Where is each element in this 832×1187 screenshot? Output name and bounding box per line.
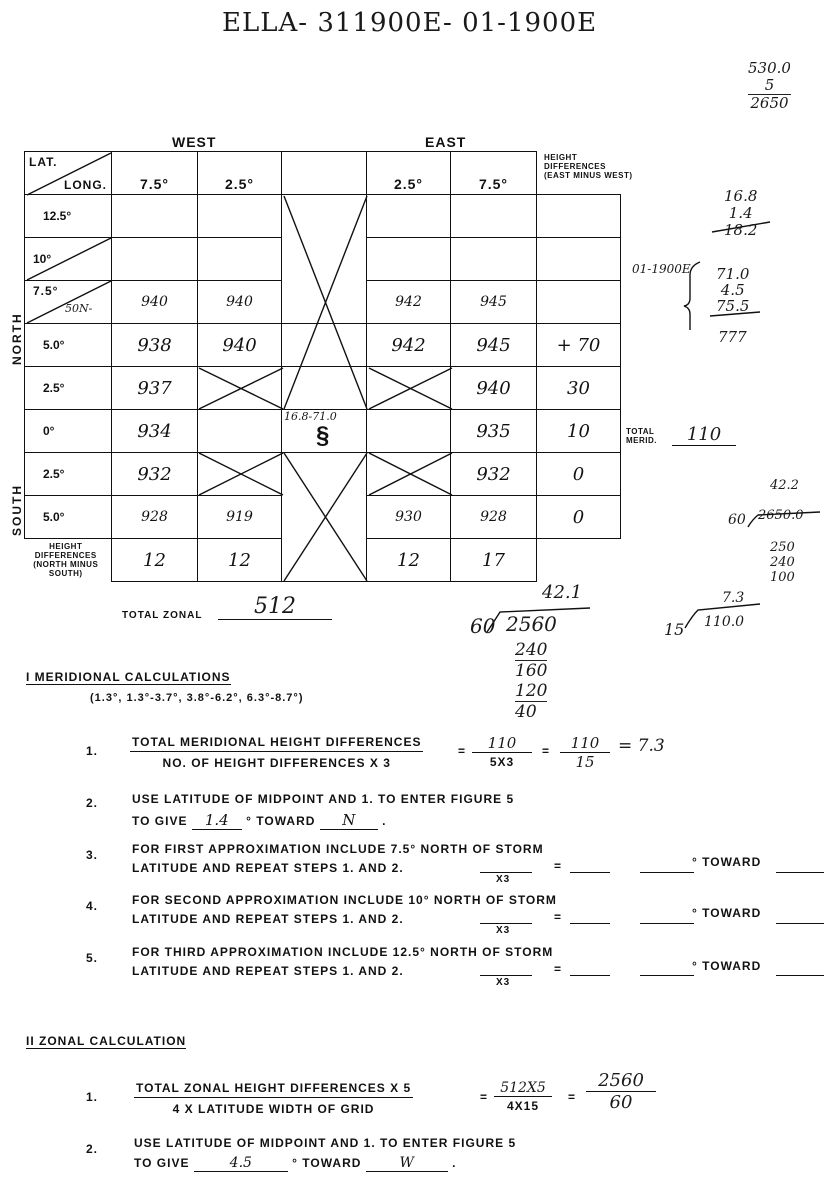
frac-num: 110 (472, 734, 532, 753)
blank-degrees[interactable] (640, 872, 694, 873)
text: . (382, 814, 387, 828)
section1-title-text: I MERIDIONAL CALCULATIONS (26, 670, 231, 684)
total-zonal-label: TOTAL ZONAL (122, 610, 203, 621)
step-line: 40 (515, 702, 537, 722)
label-line: DIFFERENCES (34, 551, 97, 561)
div-quotient: 42.1 (542, 582, 583, 603)
grid-cell (198, 195, 282, 238)
grid-cell (198, 410, 282, 453)
step-line: 240 (515, 640, 548, 660)
grid-cell: 919 (198, 496, 282, 539)
grid-cell: 942 (367, 281, 451, 324)
s2-step1-num: 1. (86, 1090, 99, 1104)
lat-cell: 0° (25, 410, 112, 453)
s1-step4-line1: FOR SECOND APPROXIMATION INCLUDE 10° NORTH OF STORM (132, 893, 557, 907)
frac-den: 4X15 (506, 1099, 540, 1113)
s1-step4-num: 4. (86, 899, 99, 913)
lat-long-corner (25, 152, 112, 195)
frac-num: TOTAL ZONAL HEIGHT DIFFERENCES X 5 (134, 1081, 413, 1098)
hurricane-icon: § (316, 422, 330, 449)
grid-cell: 940 (198, 281, 282, 324)
lat-cell-75 (25, 281, 112, 324)
step-line: 160 (515, 661, 548, 681)
s1-step2-line2 (132, 811, 386, 830)
center-cell (282, 324, 367, 367)
crossed-cell (198, 453, 282, 496)
note-line: 71.0 (716, 265, 750, 283)
note-sum-mid (716, 266, 749, 314)
grid-cell: 940 (451, 367, 537, 410)
s2-step2-num: 2. (86, 1142, 99, 1156)
grid-cell (367, 238, 451, 281)
frac-den: 15 (575, 753, 595, 771)
corner-calc-line: 530.0 (748, 59, 791, 77)
give-value: 1.4 (192, 811, 242, 830)
ns-diff-label (21, 542, 112, 578)
header-line: (EAST MINUS WEST) (544, 171, 633, 180)
lat-cell: 5.0° (25, 496, 112, 539)
header-line: DIFFERENCES (544, 162, 606, 171)
col-header-e75: 7.5° (451, 152, 537, 195)
s1-step3-line1: FOR FIRST APPROXIMATION INCLUDE 7.5° NORTH OF STORM (132, 842, 544, 856)
toward-label: ° TOWARD (692, 959, 762, 973)
crossed-cell (367, 367, 451, 410)
s1-step2-line1: USE LATITUDE OF MIDPOINT AND 1. TO ENTER FIGURE 5 (132, 792, 515, 806)
s1-step1-fraction (130, 735, 423, 770)
s1-step2-num: 2. (86, 796, 99, 810)
label-line: MERID. (626, 436, 657, 445)
s1-step1-num: 1. (86, 744, 99, 758)
grid-cell (112, 238, 198, 281)
ns-diff-cell: 12 (112, 539, 198, 582)
frac-num: TOTAL MERIDIONAL HEIGHT DIFFERENCES (130, 735, 423, 752)
note-line: 4.5 (720, 281, 745, 299)
col-header-diff (537, 152, 621, 195)
s1-step5-line1: FOR THIRD APPROXIMATION INCLUDE 12.5° NORTH OF STORM (132, 945, 554, 959)
label-line: SOUTH) (48, 569, 83, 579)
diff-cell: + 70 (537, 324, 621, 367)
section1-title (26, 670, 231, 684)
lat-label: LAT. (29, 155, 58, 169)
blank-num[interactable] (480, 910, 532, 924)
s2-step1-f1 (494, 1080, 552, 1113)
grid-cell (451, 195, 537, 238)
toward-label: ° TOWARD (692, 906, 762, 920)
blank-direction[interactable] (776, 872, 824, 873)
lat-cell: 12.5° (25, 195, 112, 238)
diff-cell: 0 (537, 496, 621, 539)
blank-degrees[interactable] (640, 975, 694, 976)
note-sum-top (724, 188, 757, 239)
crossed-cell (198, 367, 282, 410)
grid-cell: 932 (451, 453, 537, 496)
lat-cell: 10° (25, 238, 112, 281)
s2-step1-fraction (134, 1081, 413, 1116)
grid-cell: 928 (112, 496, 198, 539)
grid-cell: 945 (451, 324, 537, 367)
crossed-cell (367, 453, 451, 496)
s1-step1-f1 (472, 734, 532, 769)
frac-num: 110 (560, 734, 610, 753)
div-dividend: 2560 (506, 612, 557, 636)
north-label: NORTH (10, 312, 24, 365)
text: . (452, 1156, 457, 1170)
s1-step1-result: = 7.3 (618, 736, 665, 756)
merid-div-div: 15 (664, 620, 685, 639)
center-cell (282, 367, 367, 410)
corner-calc-line: 2650 (750, 94, 789, 112)
step-line: 120 (515, 681, 548, 701)
s1-step5-line2: LATITUDE AND REPEAT STEPS 1. AND 2. (132, 964, 404, 978)
east-header: EAST (425, 134, 467, 150)
long-label: LONG. (64, 178, 107, 192)
frac-den: NO. OF HEIGHT DIFFERENCES X 3 (162, 756, 391, 770)
label-line: HEIGHT (49, 542, 83, 552)
frac-num: 2560 (586, 1070, 656, 1092)
section2-title (26, 1034, 186, 1048)
ns-diff-label-cell (25, 539, 112, 582)
row-note: 50N- (65, 302, 93, 315)
diff-cell (537, 238, 621, 281)
right-div-steps (770, 540, 795, 585)
s2-step1-f2 (586, 1070, 656, 1113)
frac-den: 4 X LATITUDE WIDTH OF GRID (172, 1102, 375, 1116)
right-div-b: 2650.0 (758, 508, 804, 523)
col-header-w25: 2.5° (198, 152, 282, 195)
total-merid-label (626, 427, 657, 445)
s1-step4-line2: LATITUDE AND REPEAT STEPS 1. AND 2. (132, 912, 404, 926)
grid-cell: 934 (112, 410, 198, 453)
s1-step1-f2 (560, 734, 610, 771)
lat-cell: 2.5° (25, 367, 112, 410)
text: TO GIVE (134, 1156, 190, 1170)
col-header-e25: 2.5° (367, 152, 451, 195)
s1-step3-line2: LATITUDE AND REPEAT STEPS 1. AND 2. (132, 861, 404, 875)
eq-sign: = (554, 962, 563, 976)
col-header-center (282, 152, 367, 195)
step-line: 100 (770, 570, 795, 585)
right-div-a: 42.2 (770, 478, 799, 493)
grid-cell: 928 (451, 496, 537, 539)
x3-label: X3 (496, 874, 511, 885)
eq-sign: = (554, 859, 563, 873)
storm-title: ELLA- 311900E- 01-1900E (222, 8, 598, 38)
diff-cell: 30 (537, 367, 621, 410)
merid-div-dd: 110.0 (704, 614, 745, 630)
grid-cell: 945 (451, 281, 537, 324)
merid-div-q: 7.3 (722, 590, 745, 606)
diff-cell (537, 195, 621, 238)
total-merid-value: 110 (672, 424, 736, 446)
s2-step2-line2 (134, 1155, 456, 1172)
grid-cell: 937 (112, 367, 198, 410)
grid-cell (451, 238, 537, 281)
lat-label: 7.5° (33, 284, 59, 298)
grid-cell: 932 (112, 453, 198, 496)
grid-cell (112, 195, 198, 238)
blank-result[interactable] (570, 975, 610, 976)
col-header-w75: 7.5° (112, 152, 198, 195)
x3-label: X3 (496, 925, 511, 936)
grid-cell: 940 (198, 324, 282, 367)
eq-sign: = (458, 744, 467, 758)
frac-den: 5X3 (489, 755, 515, 769)
toward-value: W (366, 1155, 448, 1172)
text: ° TOWARD (292, 1156, 362, 1170)
ns-diff-cell: 12 (198, 539, 282, 582)
note-line: 16.8 (724, 187, 758, 205)
blank-direction[interactable] (776, 975, 824, 976)
section2-title-text: II ZONAL CALCULATION (26, 1034, 187, 1048)
div-steps (515, 640, 547, 722)
s1-step5-num: 5. (86, 951, 99, 965)
south-label: SOUTH (10, 484, 24, 536)
height-grid (24, 151, 621, 582)
s1-step3-num: 3. (86, 848, 99, 862)
step-line: 240 (770, 555, 795, 570)
total-zonal-value: 512 (218, 594, 332, 620)
lat-cell: 5.0° (25, 324, 112, 367)
text: ° TOWARD (246, 814, 316, 828)
diff-cell: 0 (537, 453, 621, 496)
x3-label: X3 (496, 977, 511, 988)
eq-sign: = (568, 1090, 577, 1104)
blank-degrees[interactable] (640, 923, 694, 924)
step-line: 250 (770, 540, 795, 555)
label-line: TOTAL (626, 427, 655, 436)
eq-sign: = (542, 744, 551, 758)
west-header: WEST (172, 134, 217, 150)
toward-value: N (320, 811, 378, 830)
center-column-north (282, 195, 367, 324)
note-bottom: 777 (718, 328, 747, 346)
ns-diff-cell: 17 (451, 539, 537, 582)
note-line: 1.4 (728, 204, 753, 222)
storm-center-cell (282, 410, 367, 453)
toward-label: ° TOWARD (692, 855, 762, 869)
label-line: (NORTH MINUS (33, 560, 99, 570)
note-line: 18.2 (724, 221, 758, 239)
diff-cell: 10 (537, 410, 621, 453)
corner-calc-line: 5 (748, 77, 791, 95)
blank-result[interactable] (570, 872, 610, 873)
ns-diff-cell: 12 (367, 539, 451, 582)
text: TO GIVE (132, 814, 188, 828)
grid-cell: 942 (367, 324, 451, 367)
empty-corner (537, 539, 621, 582)
blank-result[interactable] (570, 923, 610, 924)
blank-num[interactable] (480, 962, 532, 976)
lat-cell: 2.5° (25, 453, 112, 496)
grid-cell: 938 (112, 324, 198, 367)
center-column-south (282, 453, 367, 582)
right-div-f: 60 (728, 512, 746, 528)
give-value: 4.5 (194, 1155, 288, 1172)
header-line: HEIGHT (544, 153, 578, 162)
div-divisor: 60 (470, 614, 496, 638)
grid-cell (198, 238, 282, 281)
grid-cell: 930 (367, 496, 451, 539)
corner-calculation (748, 60, 791, 112)
grid-cell: 935 (451, 410, 537, 453)
blank-num[interactable] (480, 859, 532, 873)
note-line: 75.5 (716, 297, 750, 315)
frac-num: 512X5 (494, 1080, 552, 1097)
grid-cell (367, 410, 451, 453)
grid-cell: 940 (112, 281, 198, 324)
blank-direction[interactable] (776, 923, 824, 924)
note-tag: 01-1900E (632, 262, 691, 276)
diff-cell (537, 281, 621, 324)
storm-coords: 16.8-71.0 (284, 410, 337, 423)
grid-cell (367, 195, 451, 238)
eq-sign: = (554, 910, 563, 924)
eq-sign: = (480, 1090, 489, 1104)
frac-den: 60 (609, 1092, 633, 1113)
s2-step2-line1: USE LATITUDE OF MIDPOINT AND 1. TO ENTER FIGURE 5 (134, 1136, 517, 1150)
section1-ranges: (1.3°, 1.3°-3.7°, 3.8°-6.2°, 6.3°-8.7°) (90, 692, 304, 704)
